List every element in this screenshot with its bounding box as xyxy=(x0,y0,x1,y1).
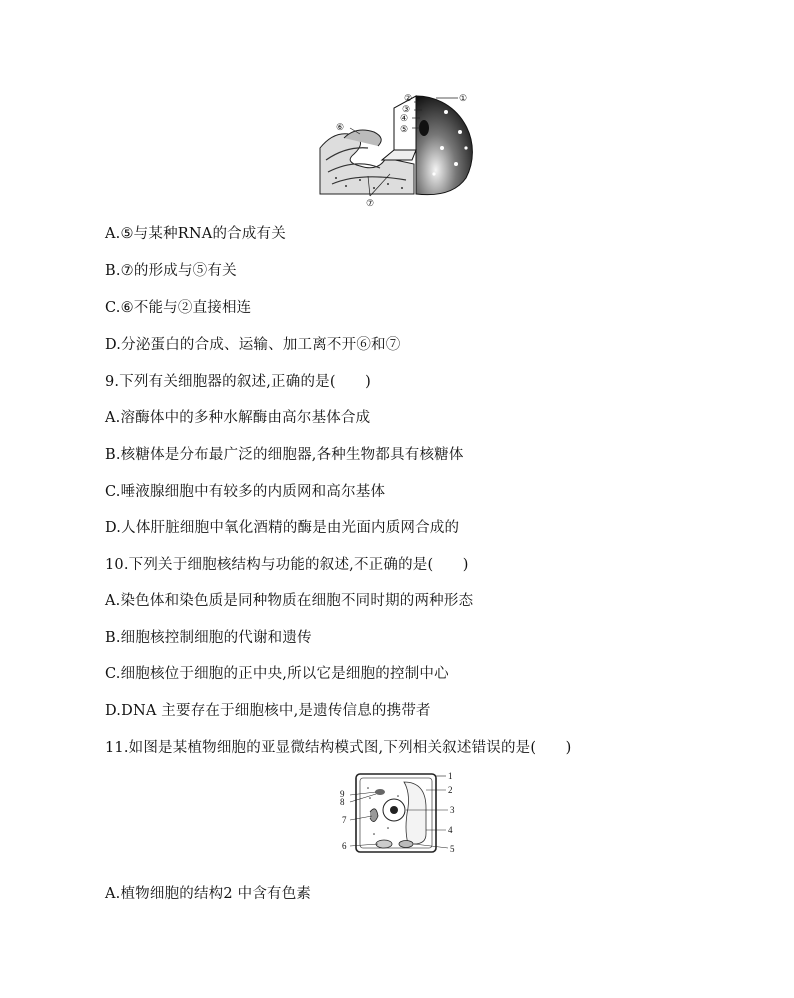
cell-label-5: 5 xyxy=(450,844,455,854)
label-6: ⑥ xyxy=(336,122,345,132)
label-3: ③ xyxy=(402,104,411,114)
cell-label-3: 3 xyxy=(450,805,455,815)
q8-option-d: D.分泌蛋白的合成、运输、加工离不开⑥和⑦ xyxy=(105,337,401,353)
cell-label-2: 2 xyxy=(448,785,453,795)
q10-option-c: C.细胞核位于细胞的正中央,所以它是细胞的控制中心 xyxy=(105,666,449,682)
cell-label-8: 8 xyxy=(340,797,345,807)
q10-option-a: A.染色体和染色质是同种物质在细胞不同时期的两种形态 xyxy=(105,593,474,609)
label-2: ② xyxy=(404,93,413,103)
cell-label-7: 7 xyxy=(342,815,347,825)
q8-option-c: C.⑥不能与②直接相连 xyxy=(105,300,252,316)
q9-stem: 9.下列有关细胞器的叙述,正确的是( ) xyxy=(105,374,371,390)
q8-option-b: B.⑦的形成与⑤有关 xyxy=(105,263,237,279)
q10-stem: 10.下列关于细胞核结构与功能的叙述,不正确的是( ) xyxy=(105,557,469,573)
q8-option-a: A.⑤与某种RNA的合成有关 xyxy=(105,226,286,242)
cell-label-6: 6 xyxy=(342,841,347,851)
q10-option-d: D.DNA 主要存在于细胞核中,是遗传信息的携带者 xyxy=(105,703,431,719)
nucleus-er-diagram xyxy=(316,88,486,208)
q9-option-b: B.核糖体是分布最广泛的细胞器,各种生物都具有核糖体 xyxy=(105,447,464,463)
q9-option-c: C.唾液腺细胞中有较多的内质网和高尔基体 xyxy=(105,484,386,500)
q11-option-a: A.植物细胞的结构2 中含有色素 xyxy=(105,886,312,902)
label-4: ④ xyxy=(400,113,409,123)
label-5: ⑤ xyxy=(400,124,409,134)
cell-label-4: 4 xyxy=(448,825,453,835)
label-1: ① xyxy=(459,93,468,103)
plant-cell-diagram xyxy=(334,768,464,858)
q9-option-d: D.人体肝脏细胞中氧化酒精的酶是由光面内质网合成的 xyxy=(105,520,460,536)
q9-option-a: A.溶酶体中的多种水解酶由高尔基体合成 xyxy=(105,410,371,426)
q10-option-b: B.细胞核控制细胞的代谢和遗传 xyxy=(105,630,312,646)
q11-stem: 11.如图是某植物细胞的亚显微结构模式图,下列相关叙述错误的是( ) xyxy=(105,740,572,756)
cell-label-9: 9 xyxy=(340,789,345,799)
cell-label-1: 1 xyxy=(448,771,453,781)
label-7: ⑦ xyxy=(366,198,375,208)
